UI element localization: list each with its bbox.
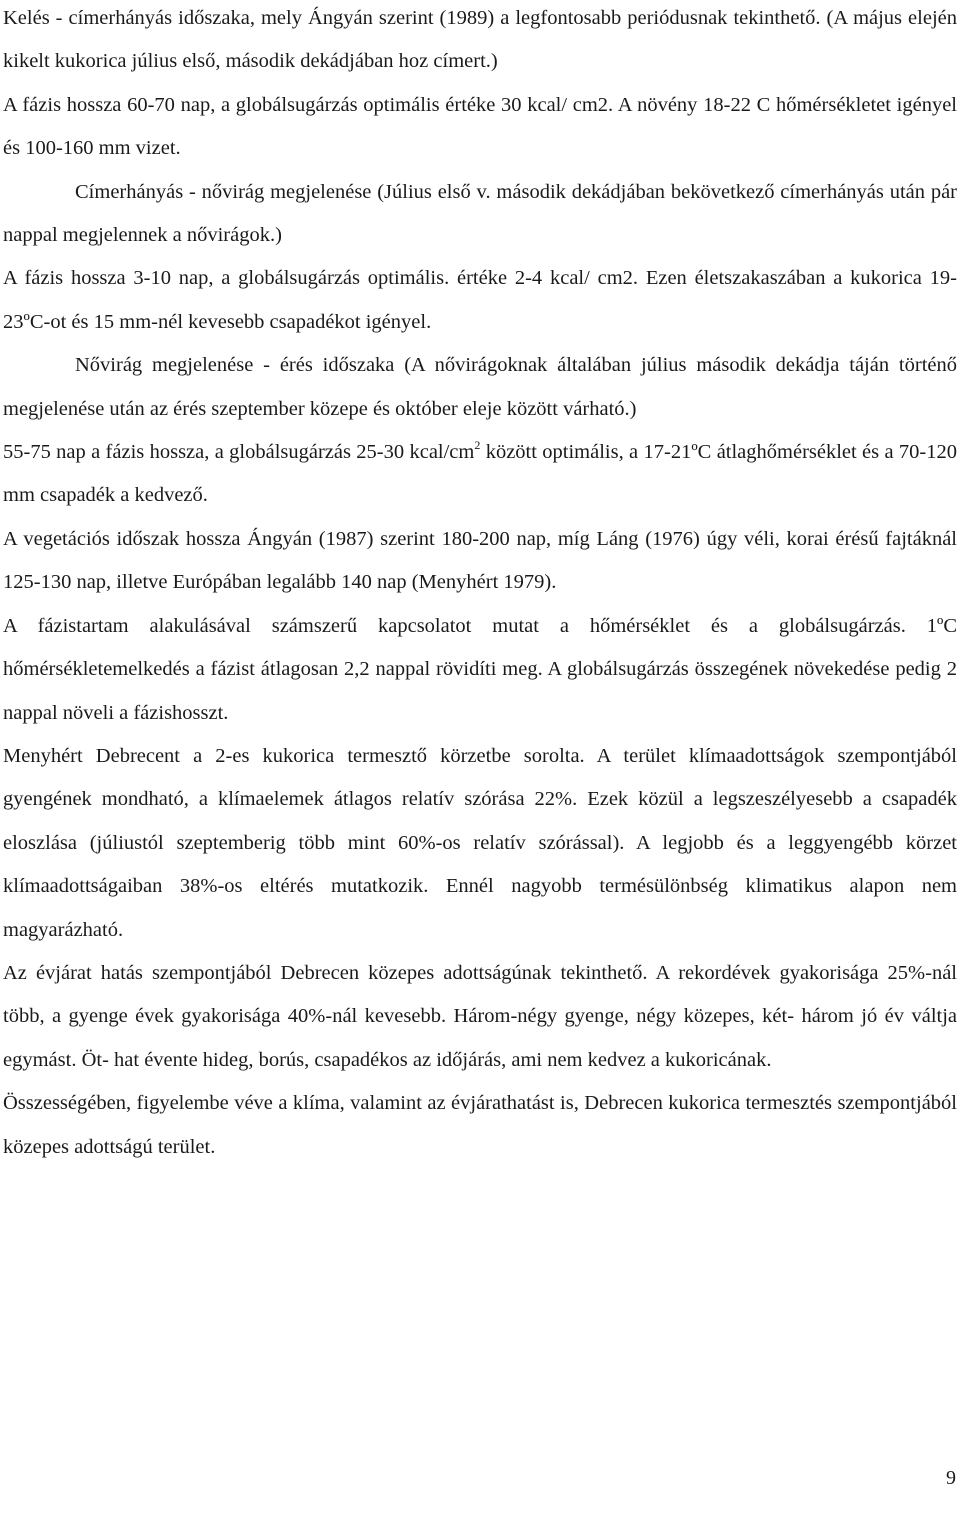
superscript-2: 2 bbox=[474, 438, 481, 453]
paragraph-fazistartam: A fázistartam alakulásával számszerű kapcsolatot mutat a hőmérséklet és a globálsugárzás. 1ºC hőmérsékletemelkedés a fázist átlagosan 2,2 nappal rövidíti meg. A globálsugárzás összegének növekedése pedig 2 nappal növeli a fázishosszt. bbox=[3, 614, 957, 724]
paragraph-keles-cimerhanyas: Kelés - címerhányás időszaka, mely Ángyán szerint (1989) a legfontosabb periódusnak tekinthető. (A május elején kikelt kukorica július első, második dekádjában hoz címert.) bbox=[3, 7, 957, 73]
paragraph-fazis-hossza-60-70: A fázis hossza 60-70 nap, a globálsugárzás optimális értéke 30 kcal/ cm2. A növény 18-22 C hőmérsékletet igényel és 100-160 mm vizet. bbox=[3, 93, 957, 160]
paragraph-55-75-nap bbox=[3, 431, 957, 518]
paragraph-cimerhanyas-novirag: Címerhányás - nővirág megjelenése (Július első v. második dekádjában bekövetkező címerhányás után pár nappal megjelennek a nővirágok.) bbox=[3, 180, 957, 247]
paragraph-55-75-nap-text-start: 55-75 nap a fázis hossza, a globálsugárzás 25-30 kcal/cm bbox=[3, 441, 475, 464]
paragraph-55-75-nap-text-end: között optimális, a 17-21ºC átlaghőmérséklet és a 70-120 mm csapadék a kedvező. bbox=[3, 441, 957, 507]
paragraph-novirag-eres: Nővirág megjelenése - érés időszaka (A nővirágoknak általában július második dekádja táján történő megjelenése után az érés szeptember közepe és október eleje között várható.) bbox=[3, 354, 957, 420]
paragraph-vegetacios-idoszak: A vegetációs időszak hossza Ángyán (1987) szerint 180-200 nap, míg Láng (1976) úgy véli, korai érésű fajtáknál 125-130 nap, illetve Európában legalább 140 nap (Menyhért 1979). bbox=[3, 527, 957, 594]
paragraph-fazis-hossza-3-10: A fázis hossza 3-10 nap, a globálsugárzás optimális. értéke 2-4 kcal/ cm2. Ezen életszakaszában a kukorica 19-23ºC-ot és 15 mm-nél kevesebb csapadékot igényel. bbox=[3, 267, 957, 333]
paragraph-evjarat-hatas: Az évjárat hatás szempontjából Debrecen közepes adottságúnak tekinthető. A rekordévek gyakorisága 25%-nál több, a gyenge évek gyakorisága 40%-nál kevesebb. Három-négy gyenge, négy közepes, két- három jó év váltja egymást. Öt- hat évente hideg, borús, csapadékos az időjárás, ami nem kedvez a kukoricának. bbox=[3, 961, 957, 1071]
body-text bbox=[3, 0, 957, 1169]
page-number: 9 bbox=[946, 1467, 956, 1489]
paragraph-osszessegeben: Összességében, figyelembe véve a klíma, valamint az évjárathatást is, Debrecen kukorica termesztés szempontjából közepes adottságú terület. bbox=[3, 1092, 957, 1158]
paragraph-menyhert-debrecen: Menyhért Debrecent a 2-es kukorica termesztő körzetbe sorolta. A terület klímaadottságok szempontjából gyengének mondható, a klímaelemek átlagos relatív szórása 22%. Ezek közül a legszeszélyesebb a csapadék eloszlása (júliustól szeptemberig több mint 60%-os relatív szórással). A legjobb és a leggyengébb körzet klímaadottságaiban 38%-os eltérés mutatkozik. Ennél nagyobb termésülönbség klimatikus alapon nem magyarázható. bbox=[3, 744, 957, 941]
